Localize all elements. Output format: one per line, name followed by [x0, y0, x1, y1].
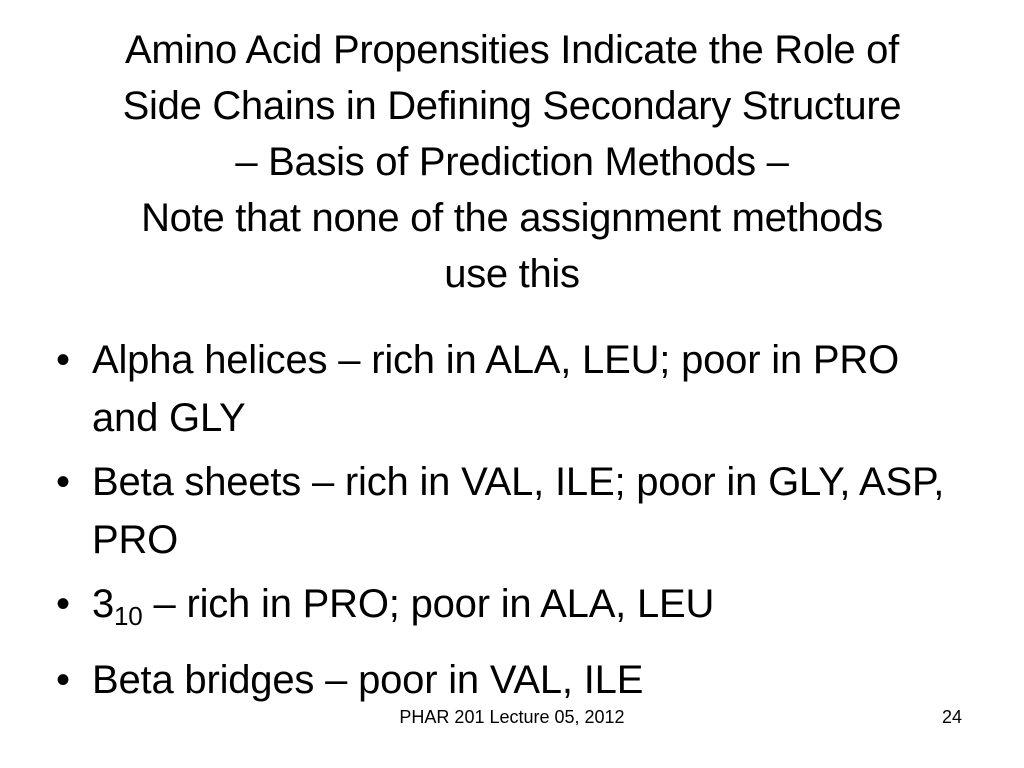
bullet-item-alpha-helices — [52, 331, 952, 447]
bullet-item-beta-sheets — [52, 453, 952, 569]
bullet-marker: • — [56, 338, 70, 382]
slide-page-number: 24 — [941, 707, 962, 727]
title-line-4: Note that none of the assignment methods — [141, 196, 883, 240]
bullet-text: Beta bridges – poor in VAL, ILE — [92, 658, 644, 702]
footer-lecture-label: PHAR 201 Lecture 05, 2012 — [399, 707, 625, 727]
bullet-list — [52, 331, 952, 715]
bullet-text: – rich in PRO; poor in ALA, LEU — [142, 582, 715, 626]
title-line-1: Amino Acid Propensities Indicate the Role of — [125, 28, 899, 72]
title-line-5: use this — [444, 252, 580, 296]
bullet-marker: • — [56, 460, 70, 504]
title-line-2: Side Chains in Defining Secondary Structure — [122, 84, 902, 128]
bullet-item-beta-bridges — [52, 651, 952, 709]
bullet-marker: • — [56, 658, 70, 702]
helix-type-label: 3 — [92, 582, 115, 626]
bullet-item-3-10-helix — [52, 575, 952, 645]
slide-title — [40, 22, 984, 302]
bullet-text: Beta sheets – rich in VAL, ILE; poor in GLY, ASP, PRO — [92, 460, 945, 562]
helix-type-subscript: 10 — [114, 601, 143, 631]
bullet-marker: • — [56, 582, 70, 626]
bullet-text: Alpha helices – rich in ALA, LEU; poor in PRO and GLY — [92, 338, 899, 440]
title-line-3: – Basis of Prediction Methods – — [235, 140, 789, 184]
